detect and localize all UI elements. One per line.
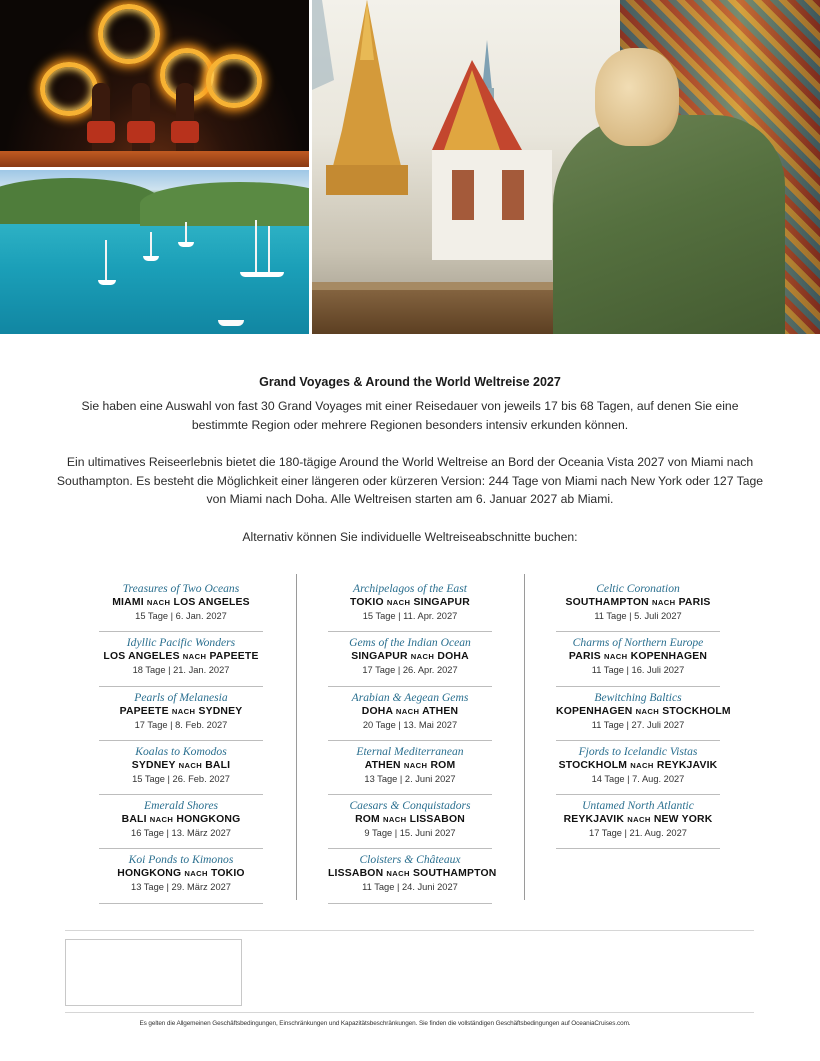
route-to: PAPEETE bbox=[209, 651, 259, 663]
voyage-column-3 bbox=[556, 578, 731, 849]
voyage-column-2 bbox=[328, 578, 497, 904]
voyage-duration-date: 18 Tage | 21. Jan. 2027 bbox=[132, 665, 230, 676]
route-from: TOKIO bbox=[350, 597, 384, 608]
route-nach: NACH bbox=[171, 706, 196, 716]
voyage-entry bbox=[328, 632, 492, 686]
voyage-route bbox=[556, 596, 720, 610]
woman-hair bbox=[595, 48, 679, 146]
route-nach: NACH bbox=[182, 652, 207, 662]
voyage-route bbox=[99, 650, 263, 664]
voyage-title: Charms of Northern Europe bbox=[572, 636, 704, 650]
route-from: ATHEN bbox=[364, 759, 401, 771]
route-from: DOHA bbox=[361, 705, 393, 717]
voyage-title: Archipelagos of the East bbox=[353, 582, 467, 595]
voyage-entry bbox=[328, 687, 492, 741]
route-nach: NACH bbox=[386, 869, 410, 879]
voyage-entry bbox=[99, 795, 263, 849]
route-to: ROM bbox=[430, 759, 456, 771]
voyage-route bbox=[99, 867, 263, 881]
voyage-duration-date: 17 Tage | 26. Apr. 2027 bbox=[362, 665, 458, 676]
voyage-title: Treasures of Two Oceans bbox=[122, 582, 240, 595]
route-from: PARIS bbox=[568, 651, 601, 663]
intro-paragraph-2: Ein ultimatives Reiseerlebnis bietet die 180-tägige Around the World Weltreise an Bord der Oceania Vista 2027 von Miami nach Southampton. Es besteht die Möglichkeit einer längeren oder kürzeren Version: 244 Tage von Miami nach New York oder 127 Tage von Miami nach Doha. Alle Weltreisen starten am 6. Januar 2027 ab Miami. bbox=[56, 455, 764, 506]
route-to: SYDNEY bbox=[198, 705, 243, 717]
route-nach: NACH bbox=[603, 652, 628, 662]
voyage-title: Idyllic Pacific Wonders bbox=[126, 636, 236, 650]
voyage-route bbox=[99, 705, 263, 719]
voyage-entry bbox=[556, 795, 720, 849]
footer-rule-bottom bbox=[65, 1012, 754, 1013]
intro-paragraph-1: Sie haben eine Auswahl von fast 30 Grand Voyages mit einer Reisedauer von jeweils 17 bis 68 Tagen, auf denen Sie eine bestimmte Region oder mehrere Regionen besonders intensiv erkunden können. bbox=[81, 399, 739, 432]
voyage-route bbox=[328, 650, 492, 664]
intro-paragraph-3: Alternativ können Sie individuelle Weltreiseabschnitte buchen: bbox=[242, 530, 578, 544]
voyage-route bbox=[328, 759, 492, 773]
route-from: HONGKONG bbox=[117, 868, 182, 880]
route-nach: NACH bbox=[395, 706, 420, 716]
route-nach: NACH bbox=[627, 815, 651, 825]
route-nach: NACH bbox=[178, 760, 203, 770]
voyage-route bbox=[99, 759, 263, 773]
voyage-route bbox=[328, 705, 492, 719]
legal-disclaimer: Es gelten die Allgemeinen Geschäftsbedingungen, Einschränkungen und Kapazitätsbeschränkungen. Sie finden die vollständigen Geschäftsbedingungen auf OceaniaCruises.com. bbox=[139, 1020, 631, 1027]
voyage-route bbox=[556, 759, 720, 773]
route-from: SYDNEY bbox=[131, 759, 176, 771]
voyage-duration-date: 11 Tage | 5. Juli 2027 bbox=[594, 611, 682, 621]
voyage-title: Koalas to Komodos bbox=[135, 744, 227, 758]
route-nach: NACH bbox=[149, 815, 174, 825]
voyage-entry bbox=[556, 632, 720, 686]
voyage-route bbox=[99, 596, 263, 610]
voyage-duration-date: 9 Tage | 15. Juni 2027 bbox=[364, 828, 456, 839]
fire-dancers-photo bbox=[0, 0, 309, 167]
route-to: ATHEN bbox=[422, 705, 459, 717]
voyage-entry bbox=[328, 849, 497, 903]
voyage-entry bbox=[556, 687, 731, 741]
route-from: ROM bbox=[355, 814, 380, 826]
voyage-title: Gems of the Indian Ocean bbox=[349, 636, 471, 650]
voyage-route bbox=[328, 596, 492, 610]
column-divider bbox=[296, 574, 297, 900]
voyage-duration-date: 11 Tage | 16. Juli 2027 bbox=[591, 665, 685, 676]
voyage-duration-date: 15 Tage | 11. Apr. 2027 bbox=[362, 611, 458, 621]
voyage-duration-date: 15 Tage | 6. Jan. 2027 bbox=[135, 611, 227, 621]
route-from: STOCKHOLM bbox=[558, 759, 628, 771]
route-from: PAPEETE bbox=[119, 705, 169, 717]
voyage-route bbox=[556, 650, 720, 664]
voyage-route bbox=[328, 867, 497, 881]
voyage-duration-date: 14 Tage | 7. Aug. 2027 bbox=[591, 773, 685, 784]
voyage-duration-date: 17 Tage | 8. Feb. 2027 bbox=[134, 719, 228, 730]
route-from: BALI bbox=[121, 814, 147, 826]
route-nach: NACH bbox=[386, 598, 411, 607]
route-to: NEW YORK bbox=[653, 814, 713, 826]
route-to: PARIS bbox=[678, 597, 711, 608]
route-from: LOS ANGELES bbox=[103, 651, 180, 663]
route-nach: NACH bbox=[403, 760, 428, 770]
voyage-title: Emerald Shores bbox=[144, 799, 218, 813]
route-to: LOS ANGELES bbox=[173, 597, 250, 608]
woman-figure bbox=[553, 115, 785, 334]
voyage-route bbox=[556, 705, 731, 719]
voyage-duration-date: 15 Tage | 26. Feb. 2027 bbox=[132, 773, 230, 784]
voyage-title: Arabian & Aegean Gems bbox=[351, 690, 469, 704]
voyage-duration-date: 13 Tage | 29. März 2027 bbox=[131, 882, 231, 893]
route-from: KOPENHAGEN bbox=[556, 705, 633, 717]
voyage-duration-date: 11 Tage | 24. Juni 2027 bbox=[362, 882, 458, 893]
route-nach: NACH bbox=[635, 706, 660, 716]
voyage-entry bbox=[556, 578, 720, 632]
route-nach: NACH bbox=[146, 598, 171, 607]
route-nach: NACH bbox=[184, 869, 208, 879]
route-to: REYKJAVIK bbox=[656, 759, 718, 771]
voyage-title: Celtic Coronation bbox=[596, 582, 680, 595]
route-from: MIAMI bbox=[112, 597, 144, 608]
route-from: LISSABON bbox=[328, 868, 384, 880]
voyage-duration-date: 16 Tage | 13. März 2027 bbox=[131, 828, 231, 839]
route-to: HONGKONG bbox=[176, 814, 241, 826]
footer-rule-top bbox=[65, 930, 754, 931]
voyage-entry bbox=[99, 687, 263, 741]
voyage-entry bbox=[328, 795, 492, 849]
voyage-title: Bewitching Baltics bbox=[594, 690, 682, 704]
route-to: SOUTHAMPTON bbox=[413, 868, 497, 880]
page-title: Grand Voyages & Around the World Weltreise 2027 bbox=[259, 375, 561, 389]
voyage-title: Cloisters & Châteaux bbox=[359, 853, 461, 867]
voyage-entry bbox=[328, 741, 492, 795]
route-to: DOHA bbox=[437, 651, 469, 663]
voyage-title: Eternal Mediterranean bbox=[356, 744, 464, 758]
voyage-duration-date: 13 Tage | 2. Juni 2027 bbox=[364, 773, 456, 784]
voyage-entry bbox=[99, 578, 263, 632]
route-from: SOUTHAMPTON bbox=[565, 597, 649, 608]
route-nach: NACH bbox=[383, 815, 407, 825]
voyage-duration-date: 11 Tage | 27. Juli 2027 bbox=[591, 719, 685, 730]
route-to: KOPENHAGEN bbox=[630, 651, 708, 663]
route-from: SINGAPUR bbox=[351, 651, 408, 663]
voyage-entry bbox=[328, 578, 492, 632]
voyage-title: Caesars & Conquistadors bbox=[349, 799, 471, 813]
route-to: BALI bbox=[205, 759, 231, 771]
voyage-entry bbox=[99, 741, 263, 795]
route-to: LISSABON bbox=[409, 814, 465, 826]
voyage-title: Untamed North Atlantic bbox=[582, 799, 694, 813]
voyage-title: Koi Ponds to Kimonos bbox=[128, 853, 234, 867]
caribbean-bay-photo bbox=[0, 170, 309, 334]
route-to: SINGAPUR bbox=[413, 597, 470, 608]
voyage-entry bbox=[99, 632, 263, 686]
voyage-route bbox=[556, 813, 720, 827]
voyage-entry bbox=[556, 741, 720, 795]
voyage-duration-date: 17 Tage | 21. Aug. 2027 bbox=[589, 828, 687, 839]
route-nach: NACH bbox=[651, 598, 676, 607]
route-to: STOCKHOLM bbox=[662, 705, 731, 717]
route-from: REYKJAVIK bbox=[563, 814, 625, 826]
column-divider bbox=[524, 574, 525, 900]
voyage-title: Pearls of Melanesia bbox=[134, 690, 228, 704]
voyage-duration-date: 20 Tage | 13. Mai 2027 bbox=[362, 719, 458, 730]
voyage-entry bbox=[99, 849, 263, 903]
route-nach: NACH bbox=[630, 760, 654, 770]
voyage-route bbox=[99, 813, 263, 827]
route-to: TOKIO bbox=[210, 868, 245, 880]
voyage-route bbox=[328, 813, 492, 827]
voyage-title: Fjords to Icelandic Vistas bbox=[578, 744, 698, 758]
route-nach: NACH bbox=[410, 652, 435, 662]
voyage-column-1 bbox=[99, 578, 263, 904]
logo-placeholder-box bbox=[65, 939, 242, 1006]
